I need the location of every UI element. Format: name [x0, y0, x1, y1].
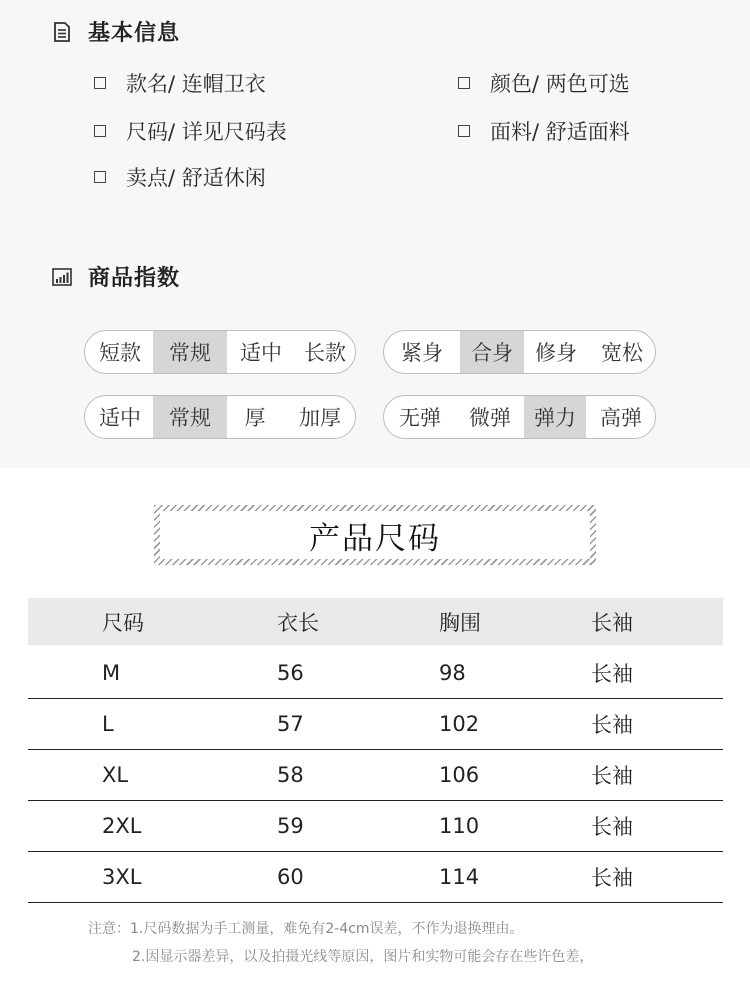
checkbox-square-icon — [94, 125, 106, 137]
scale-option: 修身 — [535, 341, 577, 365]
table-cell: 106 — [439, 763, 480, 787]
signal-bars-icon — [52, 267, 72, 287]
basic-info-title: 基本信息 — [88, 21, 181, 46]
checkbox-square-icon — [94, 171, 106, 183]
header-cell: 衣长 — [277, 610, 319, 635]
table-cell: 长袖 — [591, 713, 633, 737]
scale-option: 高弹 — [600, 406, 642, 430]
attr-style-name — [94, 68, 266, 98]
table-cell: 长袖 — [591, 866, 633, 890]
thickness-scale — [84, 395, 356, 439]
scale-option-selected: 弹力 — [524, 396, 586, 438]
note-line-2: 2.因显示器差异，以及拍摄光线等原因，图片和实物可能会存在些许色差， — [132, 949, 594, 965]
table-cell: 长袖 — [591, 815, 633, 839]
table-cell: 57 — [277, 712, 304, 736]
document-icon — [52, 22, 72, 42]
table-cell: 长袖 — [591, 764, 633, 788]
table-cell: 56 — [277, 661, 304, 685]
table-cell: 60 — [277, 865, 304, 889]
fit-scale — [383, 330, 656, 374]
scale-option: 厚 — [244, 406, 266, 430]
elasticity-scale — [383, 395, 656, 439]
attr-label: 颜色/ 两色可选 — [490, 72, 630, 96]
table-cell: 58 — [277, 763, 304, 787]
scale-option: 长款 — [304, 341, 346, 365]
attr-color — [458, 68, 630, 98]
index-title: 商品指数 — [88, 266, 181, 291]
product-info-panel — [0, 0, 750, 468]
scale-option: 无弹 — [399, 406, 441, 430]
size-section-title-frame — [154, 505, 596, 565]
index-header — [52, 261, 180, 292]
header-cell: 尺码 — [102, 610, 144, 635]
table-cell: 长袖 — [591, 662, 633, 686]
table-row — [28, 750, 723, 801]
table-cell: 2XL — [102, 814, 142, 838]
table-row — [28, 648, 723, 699]
table-cell: 114 — [439, 865, 480, 889]
basic-info-header — [52, 16, 180, 47]
table-cell: 110 — [439, 814, 480, 838]
table-row — [28, 801, 723, 852]
table-cell: 3XL — [102, 865, 142, 889]
scale-option-selected: 合身 — [460, 331, 524, 373]
note-line-1: 注意：1.尺码数据为手工测量，难免有2-4cm误差，不作为退换理由。 — [88, 921, 524, 937]
scale-option: 加厚 — [299, 406, 341, 430]
attr-label: 款名/ 连帽卫衣 — [126, 72, 266, 96]
table-row — [28, 852, 723, 903]
table-row — [28, 699, 723, 750]
table-cell: 98 — [439, 661, 466, 685]
scale-option: 适中 — [99, 406, 141, 430]
attr-label: 尺码/ 详见尺码表 — [126, 120, 287, 144]
attr-size — [94, 116, 287, 146]
scale-option: 微弹 — [469, 406, 511, 430]
length-scale — [84, 330, 356, 374]
size-table — [28, 598, 723, 903]
checkbox-square-icon — [458, 125, 470, 137]
header-cell: 胸围 — [439, 610, 481, 635]
scale-option: 适中 — [240, 341, 282, 365]
size-section-title: 产品尺码 — [160, 511, 590, 559]
attr-label: 卖点/ 舒适休闲 — [126, 166, 266, 190]
table-cell: XL — [102, 763, 129, 787]
table-cell: L — [102, 712, 114, 736]
scale-option: 宽松 — [601, 341, 643, 365]
checkbox-square-icon — [94, 77, 106, 89]
table-cell: 102 — [439, 712, 480, 736]
table-cell: M — [102, 661, 121, 685]
table-header-row — [28, 598, 723, 645]
attr-label: 面料/ 舒适面料 — [490, 120, 630, 144]
attr-fabric — [458, 116, 630, 146]
checkbox-square-icon — [458, 77, 470, 89]
scale-option: 短款 — [99, 341, 141, 365]
scale-option: 紧身 — [401, 341, 443, 365]
table-cell: 59 — [277, 814, 304, 838]
attr-selling-point — [94, 162, 266, 192]
header-cell: 长袖 — [591, 610, 633, 635]
scale-option-selected: 常规 — [153, 331, 227, 373]
scale-option-selected: 常规 — [153, 396, 227, 438]
